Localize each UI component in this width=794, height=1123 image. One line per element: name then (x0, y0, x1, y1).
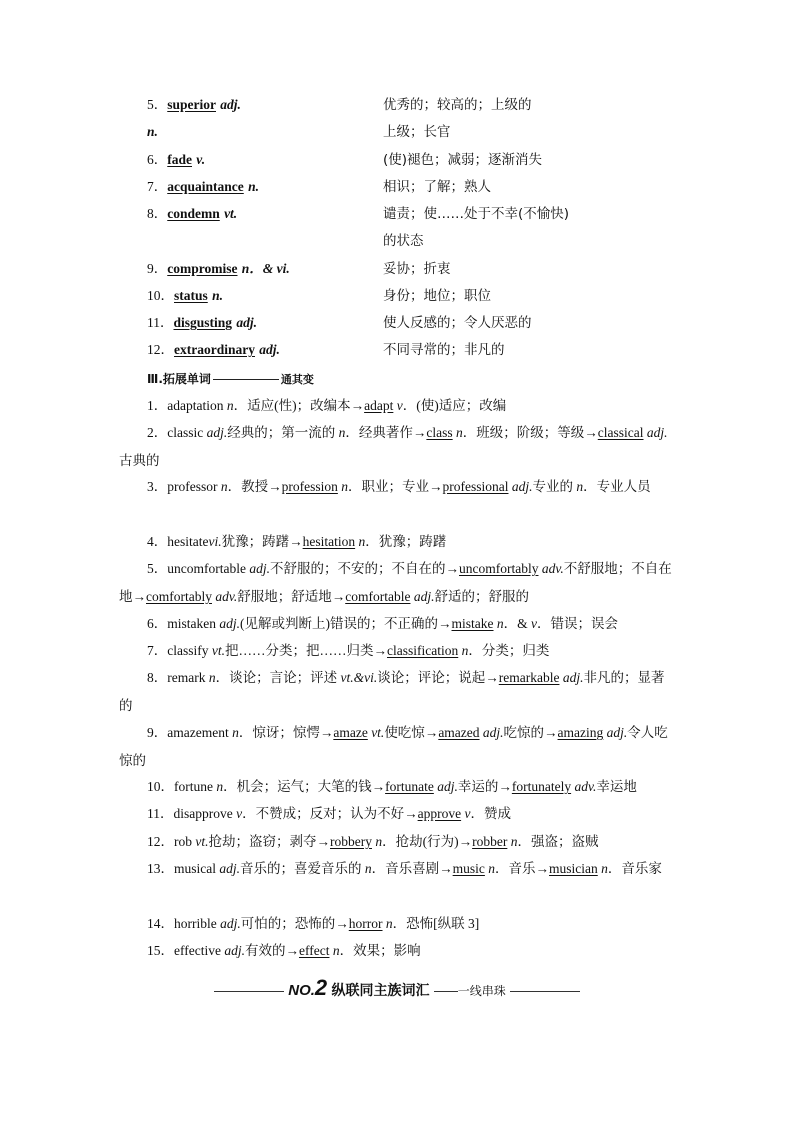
item-text: ．抢劫(行为)→ (382, 834, 473, 849)
item-text: ．犹豫；踌躇 (365, 534, 447, 549)
item-text: 3．professor (147, 479, 221, 494)
section-tag: 通其变 (280, 373, 314, 386)
vocab-number: 7． (147, 179, 168, 194)
vocab-meaning: (使)褪色；减弱；逐渐消失 (383, 152, 543, 168)
item-text: ．错误；误会 (537, 616, 619, 631)
vocab-term (147, 150, 377, 170)
part-of-speech: adj. (220, 916, 241, 931)
part-of-speech: n (358, 534, 366, 549)
answer-word: music (452, 861, 485, 876)
vocab-word: superior (167, 97, 216, 112)
vocab-word: disgusting (173, 315, 233, 330)
vocab-word: condemn (167, 206, 220, 221)
answer-word: horror (348, 916, 383, 931)
part-of-speech: adj. (646, 425, 668, 440)
part-of-speech: adj. (437, 779, 458, 794)
answer-word: profession (281, 479, 338, 494)
item-text: 12．rob (147, 834, 196, 849)
vocab-term (147, 177, 377, 197)
item-text: ．音乐家 (607, 861, 662, 876)
item-text: 谈论；评论；说起→ (377, 670, 499, 685)
answer-word: remarkable (498, 670, 560, 685)
derivation-item (119, 937, 675, 965)
footer-rule-right (510, 991, 580, 992)
answer-word: class (426, 425, 453, 440)
part-of-speech: n (375, 834, 383, 849)
derivation-item (119, 610, 675, 638)
item-text: 舒适的；舒服的 (434, 589, 529, 604)
part-of-speech: v (464, 806, 471, 821)
vocab-term (147, 95, 377, 115)
item-text: 音乐的；喜爱音乐的 (240, 861, 365, 876)
answer-word: uncomfortably (459, 561, 539, 576)
item-text: 7．classify (147, 643, 212, 658)
footer-rule-mid (434, 991, 458, 992)
vocab-pos: adj. (220, 97, 241, 112)
item-text: 幸运的→ (457, 779, 512, 794)
item-text: ．& (503, 616, 532, 631)
derivation-item (119, 855, 675, 883)
vocab-term (147, 340, 377, 360)
vocab-word: status (174, 288, 208, 303)
derivation-item (119, 828, 675, 856)
answer-word: robbery (330, 834, 372, 849)
part-of-speech: adj. (413, 589, 435, 604)
part-of-speech: v (236, 806, 243, 821)
vocab-word: compromise (167, 261, 238, 276)
part-of-speech: adj. (606, 725, 628, 740)
item-text: 幸运地 (596, 779, 637, 794)
part-of-speech: n (510, 834, 518, 849)
item-text: 有效的→ (244, 943, 299, 958)
vocab-pos: n. (248, 179, 259, 194)
part-of-speech: n (208, 670, 216, 685)
item-text: 抢劫；盗窃；剥夺→ (208, 834, 330, 849)
part-of-speech: n (488, 861, 496, 876)
section-footer-heading (0, 975, 794, 1001)
vocab-number: 9． (147, 261, 168, 276)
answer-word: amaze (333, 725, 368, 740)
part-of-speech: n (226, 398, 234, 413)
item-text: ．经典著作→ (345, 425, 427, 440)
answer-word: amazing (557, 725, 604, 740)
footer-title: 纵联同主族词汇 (331, 983, 430, 999)
derivation-item (119, 473, 675, 501)
item-text: 专业的 (532, 479, 577, 494)
vocab-number: 6． (147, 152, 168, 167)
part-of-speech: vt. (195, 834, 209, 849)
answer-word: professional (442, 479, 509, 494)
item-text: 15．effective (147, 943, 225, 958)
vocab-number: 12． (147, 342, 174, 357)
part-of-speech: adj. (224, 943, 245, 958)
item-text: 古典的 (119, 453, 160, 468)
vocab-number: 10． (147, 288, 174, 303)
vocab-pos: n. (212, 288, 223, 303)
vocab-meaning: 上级；长官 (383, 124, 451, 140)
part-of-speech: adj. (206, 425, 228, 440)
footer-no-number: 2 (314, 975, 328, 1000)
section-rule (213, 379, 279, 380)
vocab-term (147, 204, 377, 224)
item-text: 不舒服地；不自在地→ (119, 561, 672, 604)
vocab-word: fade (167, 152, 192, 167)
derivation-item (119, 719, 675, 775)
derivation-item (119, 637, 675, 665)
derivation-item (119, 800, 675, 828)
item-text: 可怕的；恐怖的→ (240, 916, 349, 931)
item-text: ．谈论；言论；评述 (215, 670, 341, 685)
part-of-speech: adv. (541, 561, 564, 576)
part-of-speech: n (338, 425, 346, 440)
item-text: 6．mistaken (147, 616, 220, 631)
answer-word: hesitation (302, 534, 356, 549)
answer-word: approve (417, 806, 462, 821)
item-text: 13．musical (147, 861, 220, 876)
part-of-speech: adj. (219, 861, 241, 876)
answer-word: effect (298, 943, 330, 958)
footer-subtitle: 一线串珠 (457, 984, 506, 998)
item-text: ．效果；影响 (339, 943, 421, 958)
part-of-speech: n (341, 479, 348, 494)
item-text: ．专业人员 (583, 479, 651, 494)
part-of-speech: n (601, 861, 608, 876)
derivation-item (119, 528, 675, 556)
answer-word: fortunately (511, 779, 572, 794)
part-of-speech: n (496, 616, 504, 631)
item-text: 使吃惊→ (384, 725, 439, 740)
item-text: 5．uncomfortable (147, 561, 250, 576)
answer-word: comfortable (345, 589, 411, 604)
vocab-pos: v. (196, 152, 206, 167)
vocab-word: acquaintance (167, 179, 244, 194)
derivation-item (119, 392, 675, 420)
part-of-speech: n (220, 479, 228, 494)
item-text: ．分类；归类 (468, 643, 550, 658)
derivation-item (119, 555, 675, 611)
item-text: 9．amazement (147, 725, 233, 740)
part-of-speech: n (216, 779, 224, 794)
part-of-speech: n (385, 916, 393, 931)
part-of-speech: n (456, 425, 463, 440)
derivation-item (119, 773, 675, 801)
item-text: 令人吃惊的 (119, 725, 668, 768)
item-text: 11．disapprove (147, 806, 237, 821)
vocab-pos: adj. (259, 342, 280, 357)
derivation-item (119, 910, 675, 938)
item-text: 1．adaptation (147, 398, 227, 413)
vocab-meaning: 优秀的；较高的；上级的 (383, 97, 532, 113)
item-text: ．机会；运气；大笔的钱→ (223, 779, 386, 794)
item-text: ．适应(性)；改编本→ (233, 398, 365, 413)
item-text: ．赞成 (470, 806, 511, 821)
part-of-speech: vi. (208, 534, 222, 549)
item-text: ．班级；阶级；等级→ (462, 425, 598, 440)
vocab-number: 5． (147, 97, 168, 112)
item-text: ．(使)适应；改编 (402, 398, 507, 413)
part-of-speech: vt.&vi. (340, 670, 378, 685)
item-text: ．不赞成；反对；认为不好→ (242, 806, 418, 821)
item-text: 10．fortune (147, 779, 217, 794)
part-of-speech: adj. (511, 479, 533, 494)
item-text: 2．classic (147, 425, 207, 440)
vocab-meaning: 相识；了解；熟人 (383, 179, 491, 195)
item-text: ．音乐喜剧→ (371, 861, 453, 876)
vocab-term (147, 122, 377, 142)
part-of-speech: n (364, 861, 372, 876)
item-text: 8．remark (147, 670, 209, 685)
answer-word: robber (472, 834, 508, 849)
item-text: 犹豫；踌躇→ (221, 534, 303, 549)
vocab-meaning: 身份；地位；职位 (383, 288, 491, 304)
item-text: 4．hesitate (147, 534, 209, 549)
answer-word: comfortably (146, 589, 212, 604)
vocab-pos: vt. (224, 206, 238, 221)
part-of-speech: v (396, 398, 403, 413)
item-text: 舒服地；舒适地→ (237, 589, 346, 604)
item-text: ．音乐→ (495, 861, 550, 876)
item-text: 把……分类；把……归类→ (225, 643, 387, 658)
vocab-meaning: 不同寻常的；非凡的 (383, 342, 505, 358)
item-text: ．恐怖[纵联 3] (392, 916, 480, 931)
answer-word: classical (597, 425, 644, 440)
part-of-speech: n (332, 943, 340, 958)
part-of-speech: adj. (219, 616, 241, 631)
item-text: (见解或判断上)错误的；不正确的→ (240, 616, 452, 631)
answer-word: mistake (451, 616, 494, 631)
item-text: 吃惊的→ (503, 725, 558, 740)
vocab-number: 11． (147, 315, 174, 330)
vocab-meaning: 谴责；使……处于不幸(不愉快) (383, 206, 570, 222)
vocab-term (147, 286, 377, 306)
derivation-item (119, 419, 675, 475)
item-text: 不舒服的；不安的；不自在的→ (270, 561, 459, 576)
answer-word: adapt (364, 398, 394, 413)
item-text: 14．horrible (147, 916, 221, 931)
vocab-meaning: 使人反感的；令人厌恶的 (383, 315, 532, 331)
vocab-meaning: 妥协；折衷 (383, 261, 451, 277)
answer-word: fortunate (385, 779, 434, 794)
part-of-speech: n (232, 725, 239, 740)
part-of-speech: adj. (562, 670, 584, 685)
item-text: ．教授→ (227, 479, 282, 494)
vocab-pos: n．& vi. (241, 261, 290, 276)
item-text: ．职业；专业→ (348, 479, 443, 494)
answer-word: amazed (438, 725, 480, 740)
part-of-speech: v (531, 616, 538, 631)
part-of-speech: vt. (371, 725, 385, 740)
derivation-item (119, 664, 675, 720)
part-of-speech: n (576, 479, 584, 494)
part-of-speech: adj. (482, 725, 504, 740)
item-text: 非凡的；显著的 (119, 670, 665, 713)
section-heading (147, 370, 314, 388)
answer-word: classification (387, 643, 459, 658)
item-text: 经典的；第一流的 (227, 425, 339, 440)
answer-word: musician (549, 861, 598, 876)
vocab-term (147, 259, 377, 279)
vocab-word: extraordinary (174, 342, 255, 357)
vocab-number: 8． (147, 206, 168, 221)
part-of-speech: n (461, 643, 469, 658)
vocab-pos: n. (147, 124, 158, 139)
vocab-pos: adj. (236, 315, 257, 330)
footer-rule-left (214, 991, 284, 992)
part-of-speech: adv. (215, 589, 238, 604)
part-of-speech: adj. (249, 561, 270, 576)
item-text: ．强盗；盗贼 (517, 834, 599, 849)
section-title: Ⅲ.拓展单词 (147, 372, 211, 386)
vocab-meaning: 的状态 (383, 233, 424, 249)
part-of-speech: adv. (574, 779, 597, 794)
part-of-speech: vt. (211, 643, 225, 658)
item-text: ．惊讶；惊愕→ (238, 725, 334, 740)
vocab-term (147, 313, 377, 333)
footer-no-label: NO. (288, 982, 315, 999)
